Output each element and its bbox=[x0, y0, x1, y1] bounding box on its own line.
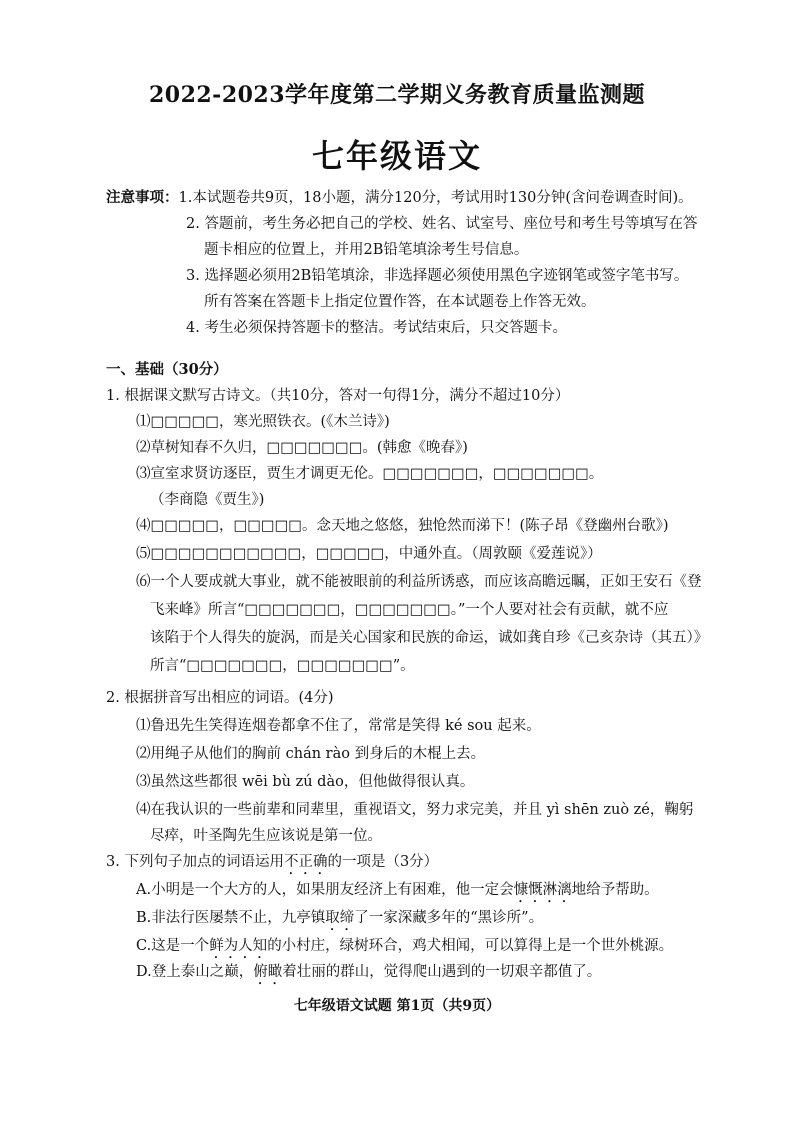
q1-line: ⑸□□□□□□□□□□□，□□□□□，中通外直。（周敦颐《爱莲说》） bbox=[136, 546, 602, 562]
q3-stem-text: 的一项是（3分） bbox=[327, 854, 439, 870]
q1-line: ⑷□□□□□，□□□□□。念天地之悠悠，独怆然而涕下！(陈子昂《登幽州台歌》) bbox=[136, 518, 669, 534]
option-dotted-word: 慷慨淋漓 bbox=[513, 882, 572, 898]
q1-line: 飞来峰》所言“□□□□□□□，□□□□□□□。”一个人要对社会有贡献，就不应 bbox=[150, 602, 669, 618]
q2-line: 尽瘁，叶圣陶先生应该说是第一位。 bbox=[150, 828, 382, 844]
option-text: D.登上泰山之巅， bbox=[136, 964, 254, 980]
option-text: B.非法行医屡禁不止，九亭镇 bbox=[136, 910, 326, 926]
option-d bbox=[136, 962, 601, 988]
question-2-stem: 2. 根据拼音写出相应的词语。(4分) bbox=[106, 690, 334, 706]
question-1-stem: 1. 根据课文默写古诗文。（共10分，答对一句得1分，满分不超过10分） bbox=[106, 388, 570, 404]
q2-line: ⑵用绳子从他们的胸前 chán rào 到身后的木棍上去。 bbox=[136, 746, 486, 762]
option-c bbox=[136, 936, 673, 962]
option-text: 地给予帮助。 bbox=[571, 882, 659, 898]
section-heading: 一、基础（30分） bbox=[106, 361, 228, 378]
q2-line: ⑴鲁迅先生笑得连烟卷都拿不住了，常常是笑得 ké sou 起来。 bbox=[136, 718, 541, 734]
option-a bbox=[136, 880, 659, 906]
option-text: 了一家深藏多年的“黑诊所”。 bbox=[354, 910, 544, 926]
notice-item: 题卡相应的位置上，并用2B铅笔填涂考生号信息。 bbox=[204, 242, 529, 258]
q3-stem-emphasis: 不正确 bbox=[283, 854, 328, 870]
option-text: A.小明是一个大方的人，如果朋友经济上有困难，他一定会 bbox=[136, 882, 514, 898]
notice-item: 4. 考生必须保持答题卡的整洁。考试结束后，只交答题卡。 bbox=[186, 320, 567, 336]
q1-line: 所言“□□□□□□□，□□□□□□□”。 bbox=[150, 658, 415, 674]
q1-line: （李商隐《贾生》) bbox=[150, 492, 265, 508]
notice-item: 1.本试题卷共9页，18小题，满分120分，考试用时130分钟(含问卷调查时间)。 bbox=[178, 190, 693, 206]
notice-item: 2. 答题前，考生务必把自己的学校、姓名、试室号、座位号和考生号等填写在答 bbox=[186, 216, 698, 232]
option-text: 的小村庄，绿树环合，鸡犬相闻，可以算得上是一个世外桃源。 bbox=[267, 938, 674, 954]
q1-line: ⑴□□□□□，寒光照铁衣。(《木兰诗》) bbox=[136, 414, 390, 430]
q1-line: ⑵草树知春不久归，□□□□□□□。(韩愈《晚春》) bbox=[136, 440, 468, 456]
option-dotted-word: 鲜为人知 bbox=[209, 938, 268, 954]
exam-title: 2022-2023学年度第二学期义务教育质量监测题 bbox=[148, 82, 646, 108]
q1-line: ⑹一个人要成就大事业，就不能被眼前的利益所诱惑，而应该高瞻远瞩，正如王安石《登 bbox=[136, 574, 702, 590]
option-dotted-word: 取缔 bbox=[325, 910, 355, 926]
notice-label: 注意事项： bbox=[106, 189, 179, 206]
page-footer: 七年级语文试题 第1页（共9页） bbox=[293, 998, 501, 1014]
q2-line: ⑷在我认识的一些前辈和同辈里，重视语文，努力求完美，并且 yì shēn zuò zé，鞠躬 bbox=[136, 802, 694, 818]
option-text: C.这是一个 bbox=[136, 938, 210, 954]
option-dotted-word: 俯瞰 bbox=[253, 964, 283, 980]
notice-block bbox=[106, 188, 693, 208]
notice-item: 3. 选择题必须用2B铅笔填涂，非选择题必须使用黑色字迹钢笔或签字笔书写。 bbox=[186, 268, 689, 284]
q2-line: ⑶虽然这些都很 wēi bù zú dào，但他做得很认真。 bbox=[136, 774, 475, 790]
q3-stem-text: 3. 下列句子加点的词语运用 bbox=[106, 854, 284, 870]
subject-title: 七年级语文 bbox=[311, 137, 482, 175]
q1-line: 该陷于个人得失的旋涡，而是关心国家和民族的命运，诚如龚自珍《己亥杂诗（其五）》 bbox=[150, 630, 709, 646]
question-3-stem bbox=[106, 852, 438, 878]
notice-item: 所有答案在答题卡上指定位置作答，在本试题卷上作答无效。 bbox=[204, 294, 596, 310]
option-text: 着壮丽的群山，觉得爬山遇到的一切艰辛都值了。 bbox=[282, 964, 602, 980]
q1-line: ⑶宣室求贤访逐臣，贾生才调更无伦。□□□□□□□，□□□□□□□。 bbox=[136, 466, 604, 482]
option-b bbox=[136, 908, 543, 934]
